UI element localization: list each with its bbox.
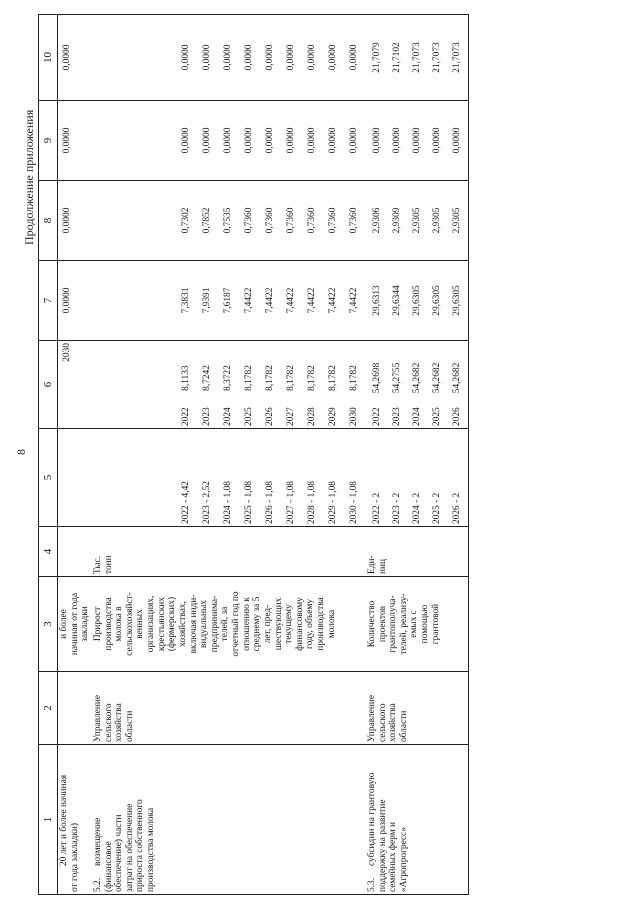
target-value: 2029 - 1,08 bbox=[327, 481, 338, 524]
year-cell: 2030 bbox=[58, 341, 92, 429]
value-cell: 7,3831 bbox=[180, 287, 191, 314]
table-cell bbox=[92, 101, 366, 181]
value-cell: 0,0000 bbox=[327, 44, 338, 71]
target-value: 2030 - 1,08 bbox=[348, 481, 359, 524]
value-cell: 8,1133 bbox=[180, 365, 191, 391]
target-value: 2026 - 1,08 bbox=[264, 481, 275, 524]
value-cell: 21,7073 bbox=[431, 42, 442, 73]
value-cell: 54,2755 bbox=[391, 362, 402, 394]
table-row bbox=[58, 15, 92, 895]
value-cell: 0,0000 bbox=[243, 44, 254, 71]
value-cell: 2,9306 bbox=[371, 207, 382, 234]
table-cell bbox=[92, 15, 366, 101]
measure-name: возмещение (финансовое обеспечение) части затрат на обеспечение прироста собственного производства молока bbox=[92, 799, 156, 892]
column-header: 5 bbox=[39, 429, 58, 527]
value-cell: 0,0000 bbox=[264, 127, 275, 154]
target-value: 2028 - 1,08 bbox=[306, 481, 317, 524]
value-cell: 8,3722 bbox=[222, 365, 233, 391]
unit-of-measure: Тыс. тонн bbox=[92, 527, 366, 577]
target-value: 2024 - 1,08 bbox=[222, 481, 233, 524]
value-cell: 0,0000 bbox=[201, 127, 212, 154]
year: 2023 bbox=[201, 407, 212, 426]
value-cell: 7,4422 bbox=[243, 287, 254, 314]
value-cell: 2,9305 bbox=[411, 207, 422, 234]
value-cell: 7,4422 bbox=[306, 287, 317, 314]
value-cell: 0,0000 bbox=[371, 127, 382, 154]
table-cell bbox=[58, 429, 92, 527]
value-cell: 54,2698 bbox=[371, 362, 382, 394]
value-cell: 0,0000 bbox=[58, 15, 92, 101]
column-header: 8 bbox=[39, 181, 58, 261]
table-cell bbox=[366, 341, 469, 429]
value-cell: 0,0000 bbox=[264, 44, 275, 71]
value-cell: 0,0000 bbox=[201, 44, 212, 71]
table-cell bbox=[92, 261, 366, 341]
target-value: 2023 - 2,52 bbox=[201, 481, 212, 524]
value-cell: 0,7360 bbox=[327, 207, 338, 234]
value-cell: 0,0000 bbox=[327, 127, 338, 154]
value-cell: 0,7360 bbox=[285, 207, 296, 234]
year: 2022 bbox=[371, 407, 382, 426]
value-cell: 0,0000 bbox=[451, 127, 462, 154]
year: 2024 bbox=[411, 407, 422, 426]
value-cell: 21,7073 bbox=[411, 42, 422, 73]
value-cell: 0,0000 bbox=[306, 127, 317, 154]
target-value: 2023 - 2 bbox=[391, 492, 402, 524]
value-cell: 0,0000 bbox=[431, 127, 442, 154]
appendix-table bbox=[38, 14, 469, 895]
year: 2029 bbox=[327, 407, 338, 426]
target-value: 2026 - 2 bbox=[451, 492, 462, 524]
unit-of-measure: Еди- ниц bbox=[366, 527, 469, 577]
year: 2026 bbox=[451, 407, 462, 426]
column-header: 7 bbox=[39, 261, 58, 341]
value-cell: 0,0000 bbox=[285, 127, 296, 154]
value-cell: 54,2682 bbox=[411, 362, 422, 394]
table-cell bbox=[92, 429, 366, 527]
value-cell: 0,0000 bbox=[306, 44, 317, 71]
value-cell: 29,6305 bbox=[411, 285, 422, 316]
column-header: 9 bbox=[39, 101, 58, 181]
value-cell: 0,0000 bbox=[411, 127, 422, 154]
row-number: 5.2. bbox=[92, 877, 103, 892]
year: 2024 bbox=[222, 407, 233, 426]
table-cell bbox=[366, 261, 469, 341]
value-cell: 29,6313 bbox=[371, 285, 382, 316]
column-header: 3 bbox=[39, 577, 58, 672]
measure-name-continued: 20 лет и более начиная от года закладки) bbox=[59, 774, 80, 892]
value-cell: 7,4422 bbox=[327, 287, 338, 314]
measure-name: субсидии на грантовую поддержку на развитие семейных ферм и «Агропрогресс» bbox=[366, 772, 409, 892]
year: 2027 bbox=[285, 407, 296, 426]
value-cell: 29,6305 bbox=[431, 285, 442, 316]
value-cell: 0,0000 bbox=[243, 127, 254, 154]
table-header-row bbox=[39, 15, 58, 895]
value-cell: 8,1782 bbox=[348, 365, 359, 391]
value-cell: 21,7073 bbox=[451, 42, 462, 73]
column-header: 10 bbox=[39, 15, 58, 101]
value-cell: 0,0000 bbox=[180, 44, 191, 71]
indicator-name: Прирост производства молока в сельскохозяйст- венных организациях, крестьянских (фермерских) хозяйствах, включая инди- видуальных предпринима- телей, за отчетный год по отношению к среднему за 5 лет, пред- шествующих текущему финансовому году, объему производства молока bbox=[92, 577, 366, 672]
value-cell: 0,7302 bbox=[180, 207, 191, 234]
table-cell bbox=[58, 745, 92, 895]
table-cell bbox=[92, 341, 366, 429]
year: 2023 bbox=[391, 407, 402, 426]
table-cell bbox=[366, 429, 469, 527]
value-cell: 0,0000 bbox=[348, 127, 359, 154]
value-cell: 2,9305 bbox=[451, 207, 462, 234]
year: 2030 bbox=[348, 407, 359, 426]
table-cell bbox=[366, 181, 469, 261]
value-cell: 0,0000 bbox=[180, 127, 191, 154]
indicator-name: Количество проектов грантополуча- телей, реализу- емых с помощью грантовой bbox=[366, 577, 469, 672]
table-cell bbox=[366, 745, 469, 895]
table-cell bbox=[366, 101, 469, 181]
column-header: 1 bbox=[39, 745, 58, 895]
continuation-label: Продолжение приложения bbox=[22, 109, 36, 245]
target-value: 2025 - 1,08 bbox=[243, 481, 254, 524]
value-cell: 0,0000 bbox=[58, 261, 92, 341]
value-cell: 0,0000 bbox=[222, 127, 233, 154]
value-cell: 0,7852 bbox=[201, 207, 212, 234]
value-cell: 21,7079 bbox=[371, 42, 382, 73]
value-cell: 8,1782 bbox=[327, 365, 338, 391]
table-cell bbox=[58, 527, 92, 577]
value-cell: 2,9309 bbox=[391, 207, 402, 234]
value-cell: 8,1782 bbox=[243, 365, 254, 391]
value-cell: 0,7360 bbox=[348, 207, 359, 234]
year: 2025 bbox=[431, 407, 442, 426]
row-number: 5.3. bbox=[366, 877, 377, 892]
value-cell: 21,7102 bbox=[391, 42, 402, 73]
value-cell: 7,4422 bbox=[285, 287, 296, 314]
target-value: 2025 - 2 bbox=[431, 492, 442, 524]
value-cell: 54,2682 bbox=[451, 362, 462, 394]
value-cell: 0,0000 bbox=[348, 44, 359, 71]
indicator-name-continued: и более начиная от года закладки bbox=[58, 577, 92, 672]
value-cell: 8,7242 bbox=[201, 365, 212, 391]
value-cell: 0,0000 bbox=[58, 181, 92, 261]
value-cell: 8,1782 bbox=[264, 365, 275, 391]
column-header: 2 bbox=[39, 672, 58, 745]
value-cell: 0,0000 bbox=[58, 101, 92, 181]
value-cell: 7,6187 bbox=[222, 287, 233, 314]
value-cell: 0,7360 bbox=[243, 207, 254, 234]
target-value: 2027 - 1,08 bbox=[285, 481, 296, 524]
value-cell: 7,9391 bbox=[201, 287, 212, 314]
year: 2026 bbox=[264, 407, 275, 426]
value-cell: 29,6305 bbox=[451, 285, 462, 316]
responsible-executor: Управление сельского хозяйства области bbox=[366, 672, 469, 745]
value-cell: 29,6344 bbox=[391, 285, 402, 316]
year: 2022 bbox=[180, 407, 191, 426]
responsible-executor: Управление сельского хозяйства области bbox=[92, 672, 366, 745]
table-row bbox=[366, 15, 469, 895]
table-cell bbox=[92, 181, 366, 261]
value-cell: 2,9305 bbox=[431, 207, 442, 234]
value-cell: 0,0000 bbox=[391, 127, 402, 154]
value-cell: 0,0000 bbox=[222, 44, 233, 71]
target-value: 2022 - 4,42 bbox=[180, 481, 191, 524]
value-cell: 8,1782 bbox=[285, 365, 296, 391]
value-cell: 0,7360 bbox=[264, 207, 275, 234]
target-value: 2022 - 2 bbox=[371, 492, 382, 524]
table-row bbox=[92, 15, 366, 895]
value-cell: 7,4422 bbox=[264, 287, 275, 314]
column-header: 4 bbox=[39, 527, 58, 577]
page-number: 8 bbox=[14, 449, 28, 455]
value-cell: 8,1782 bbox=[306, 365, 317, 391]
column-header: 6 bbox=[39, 341, 58, 429]
value-cell: 54,2682 bbox=[431, 362, 442, 394]
table-cell bbox=[58, 672, 92, 745]
value-cell: 0,7360 bbox=[306, 207, 317, 234]
target-value: 2024 - 2 bbox=[411, 492, 422, 524]
value-cell: 0,0000 bbox=[285, 44, 296, 71]
table-cell bbox=[92, 745, 366, 895]
year: 2028 bbox=[306, 407, 317, 426]
value-cell: 0,7535 bbox=[222, 207, 233, 234]
value-cell: 7,4422 bbox=[348, 287, 359, 314]
year: 2025 bbox=[243, 407, 254, 426]
table-cell bbox=[366, 15, 469, 101]
